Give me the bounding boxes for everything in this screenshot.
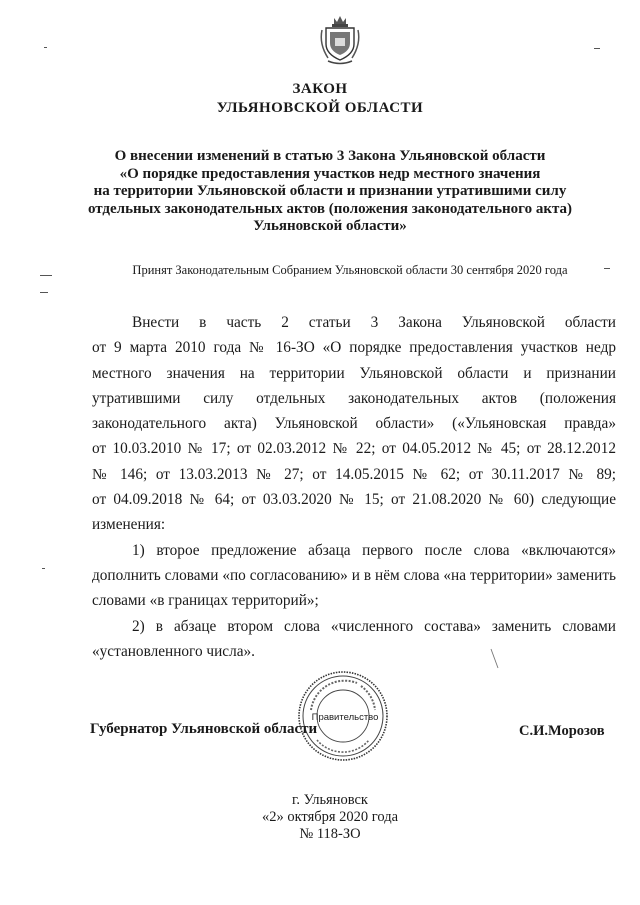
scan-artifact bbox=[40, 275, 52, 276]
title-line: отдельных законодательных актов (положения законодательного акта) bbox=[87, 200, 573, 217]
region-heading: УЛЬЯНОВСКОЙ ОБЛАСТИ bbox=[216, 100, 424, 116]
body-line: от 10.03.2010 № 17; от 02.03.2012 № 22; от 04.05.2012 № 45; от 28.12.2012 bbox=[92, 440, 616, 458]
adoption-note: Принят Законодательным Собранием Ульяновской области 30 сентября 2020 года bbox=[132, 263, 568, 277]
list-item-line: 2) в абзаце втором слова «численного состава» заменить словами bbox=[132, 617, 616, 635]
coat-of-arms-icon bbox=[318, 14, 362, 66]
list-item-line: дополнить словами «по согласованию» и в нём слова «на территории» заменить bbox=[92, 566, 616, 584]
list-item-line: словами «в границах территорий»; bbox=[92, 592, 319, 610]
document-footer bbox=[230, 792, 430, 843]
body-line: от 9 марта 2010 года № 16-ЗО «О порядке предоставления участков недр bbox=[92, 339, 616, 357]
title-line: О внесении изменений в статью 3 Закона Ульяновской области bbox=[114, 148, 546, 164]
footer-date: «2» октября 2020 года bbox=[261, 809, 399, 825]
footer-city: г. Ульяновск bbox=[292, 792, 368, 808]
body-line: местного значения на территории Ульяновской области и признании bbox=[92, 364, 616, 382]
title-line: Ульяновской области» bbox=[253, 218, 407, 235]
law-body bbox=[92, 310, 616, 664]
scan-artifact bbox=[594, 48, 600, 49]
seal-text: Правительство bbox=[311, 712, 379, 723]
body-line: от 04.09.2018 № 64; от 03.03.2020 № 15; от 21.08.2020 № 60) следующие bbox=[92, 491, 616, 509]
title-line: на территории Ульяновской области и признании утратившими силу bbox=[93, 183, 567, 200]
scan-artifact bbox=[42, 568, 45, 569]
governor-position: Губернатор Ульяновской области bbox=[90, 721, 318, 737]
scan-artifact bbox=[44, 47, 47, 48]
body-line: утратившими силу отдельных законодательных актов (положения bbox=[92, 389, 616, 407]
pen-mark-icon bbox=[490, 648, 500, 670]
list-item-line: «установленного числа». bbox=[92, 642, 255, 660]
body-line: законодательного акта) Ульяновской области» («Ульяновская правда» bbox=[92, 415, 616, 433]
governor-name: С.И.Морозов bbox=[519, 723, 605, 739]
law-type-heading: ЗАКОН bbox=[292, 81, 348, 97]
document-title bbox=[70, 148, 590, 236]
body-line: Внести в часть 2 статьи 3 Закона Ульяновской области bbox=[132, 314, 616, 331]
footer-number: № 118-ЗО bbox=[299, 826, 361, 842]
title-line: «О порядке предоставления участков недр местного значения bbox=[119, 165, 541, 182]
scan-artifact bbox=[40, 292, 48, 293]
list-item-line: 1) второе предложение абзаца первого после слова «включаются» bbox=[132, 541, 616, 559]
body-line: № 146; от 13.03.2013 № 27; от 14.05.2015 № 62; от 30.11.2017 № 89; bbox=[92, 465, 616, 483]
body-line: изменения: bbox=[92, 516, 166, 534]
official-seal bbox=[297, 670, 389, 762]
scan-artifact bbox=[604, 268, 610, 269]
